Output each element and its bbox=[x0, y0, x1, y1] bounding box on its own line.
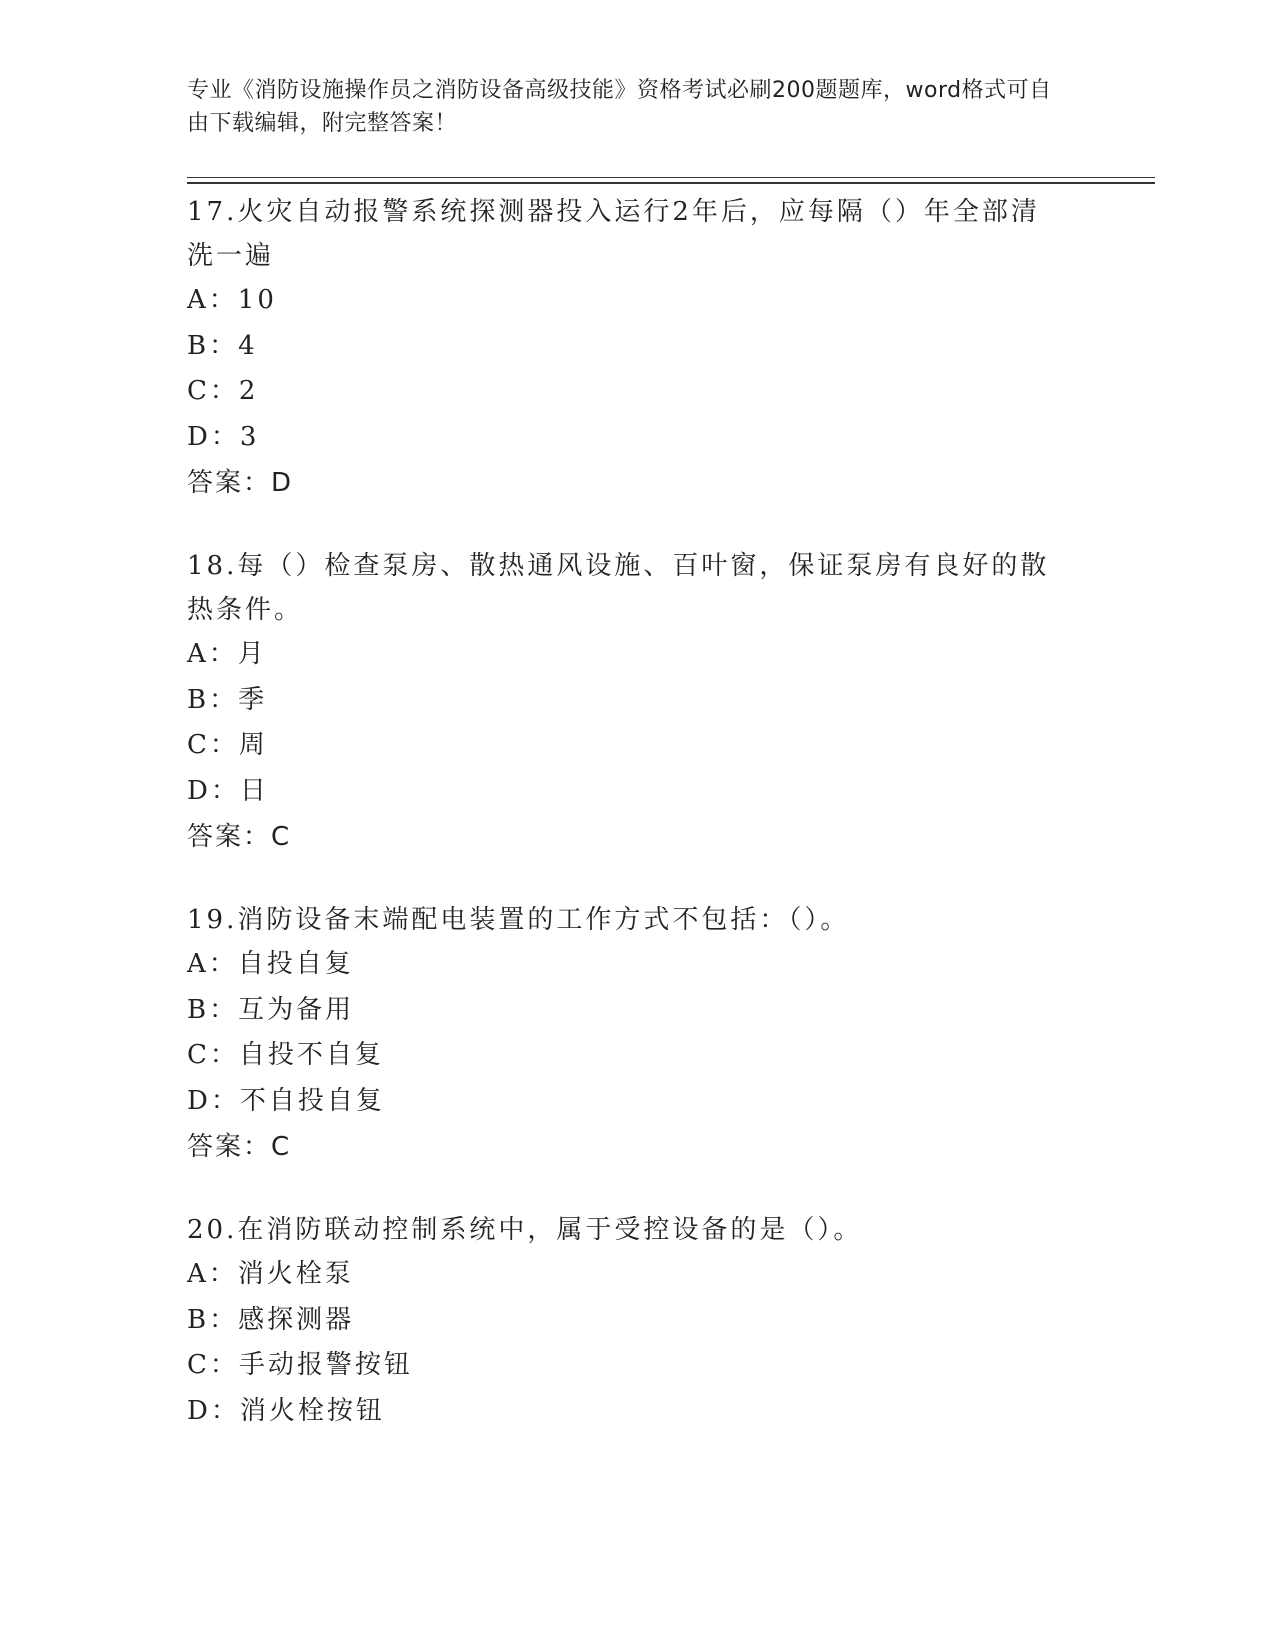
answer-line: 答案：C bbox=[187, 1132, 292, 1162]
option-a: A：消火栓泵 bbox=[187, 1259, 354, 1289]
question-17 bbox=[187, 190, 1087, 506]
question-20 bbox=[187, 1208, 1087, 1434]
option-c: C：手动报警按钮 bbox=[187, 1350, 413, 1380]
question-stem: 19.消防设备末端配电装置的工作方式不包括：（）。 bbox=[187, 905, 850, 935]
document-header: 专业《消防设施操作员之消防设备高级技能》资格考试必刷200题题库，word格式可自由下载编辑，附完整答案！ bbox=[187, 78, 1052, 136]
option-b: B：4 bbox=[187, 330, 258, 361]
option-d: D：不自投自复 bbox=[187, 1085, 385, 1116]
option-d: D：消火栓按钮 bbox=[187, 1395, 385, 1426]
question-stem: 17.火灾自动报警系统探测器投入运行2年后，应每隔（）年全部清洗一遍 bbox=[187, 197, 1040, 271]
question-19 bbox=[187, 898, 1087, 1170]
header-divider-thick bbox=[187, 182, 1155, 184]
option-b: B：感探测器 bbox=[187, 1304, 355, 1335]
option-b: B：季 bbox=[187, 684, 268, 715]
option-d: D：3 bbox=[187, 421, 260, 452]
answer-line: 答案：C bbox=[187, 822, 292, 852]
header-divider-thin bbox=[187, 177, 1155, 178]
option-c: C：自投不自复 bbox=[187, 1040, 384, 1070]
option-a: A：10 bbox=[187, 285, 277, 315]
option-c: C：周 bbox=[187, 730, 268, 760]
option-a: A：自投自复 bbox=[187, 949, 354, 979]
answer-line: 答案：D bbox=[187, 468, 294, 498]
question-stem: 18.每（）检查泵房、散热通风设施、百叶窗，保证泵房有良好的散热条件。 bbox=[187, 551, 1050, 625]
option-d: D：日 bbox=[187, 775, 269, 806]
question-list bbox=[187, 190, 1087, 1472]
option-b: B：互为备用 bbox=[187, 994, 355, 1025]
option-c: C：2 bbox=[187, 376, 259, 406]
question-stem: 20.在消防联动控制系统中，属于受控设备的是（）。 bbox=[187, 1215, 863, 1245]
question-18 bbox=[187, 544, 1087, 860]
option-a: A：月 bbox=[187, 639, 267, 669]
